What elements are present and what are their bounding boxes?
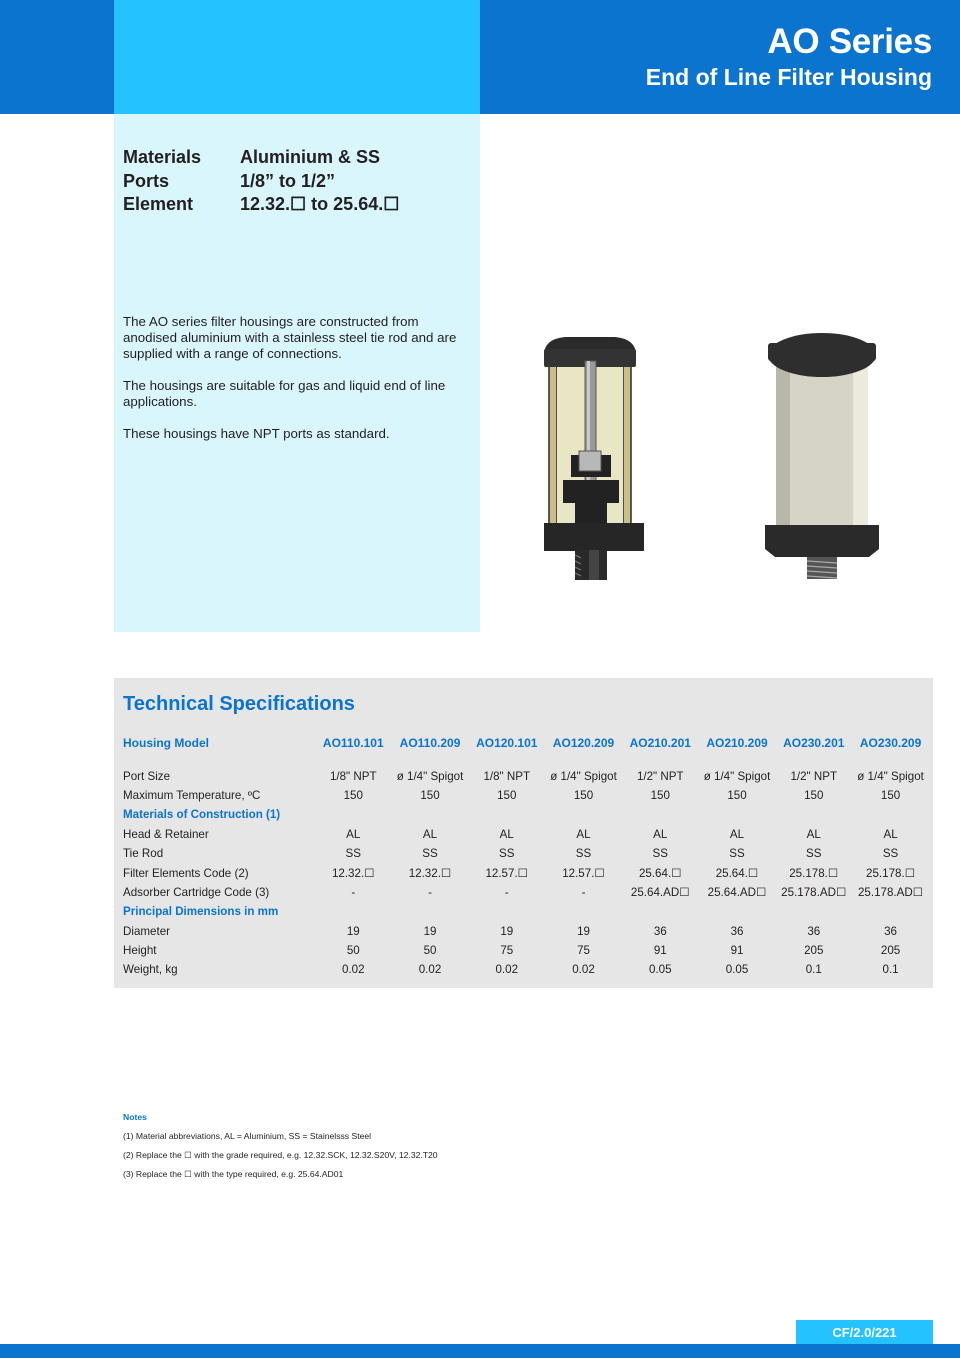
model-column-header: AO110.209 (399, 735, 461, 750)
model-column-header: AO230.209 (859, 735, 922, 750)
spec-row-label: Adsorber Cartridge Code (3) (123, 885, 270, 899)
spec-section-row (123, 805, 929, 824)
product-illustration (535, 325, 885, 585)
model-column-header: AO110.101 (322, 735, 384, 750)
spec-cell: - (428, 885, 432, 899)
spec-cell: 50 (346, 944, 360, 958)
spec-cell: 25.64.AD☐ (707, 886, 767, 900)
model-column-header: AO210.201 (629, 735, 691, 750)
spec-cell: 25.64.☐ (638, 867, 682, 881)
summary-table (123, 146, 399, 217)
page-title: AO Series (767, 22, 932, 61)
spec-cell: 25.178.AD☐ (781, 886, 847, 900)
summary-row-element (123, 193, 399, 217)
spec-row (123, 766, 929, 785)
spec-cell: SS (345, 847, 361, 861)
spec-section-heading: Principal Dimensions in mm (123, 905, 279, 919)
spec-cell: 12.32.☐ (331, 867, 375, 881)
summary-row-materials (123, 146, 399, 170)
spec-cell: 150 (880, 788, 901, 802)
spec-cell: 205 (880, 944, 901, 958)
spec-cell: 36 (884, 924, 898, 938)
spec-cell: 205 (804, 944, 824, 958)
spec-cell: ø 1/4" Spigot (550, 769, 617, 783)
spacer-row (123, 752, 929, 766)
spec-cell: 1/8" NPT (329, 769, 377, 783)
spec-cell: 0.1 (882, 963, 899, 977)
summary-label: Ports (123, 170, 170, 191)
spec-cell: 0.02 (495, 963, 519, 977)
spec-row (123, 883, 929, 902)
spec-cell: 150 (420, 788, 440, 802)
spec-cell: ø 1/4" Spigot (703, 769, 771, 783)
spec-cell: 25.178.☐ (866, 867, 916, 881)
spec-cell: 36 (807, 924, 821, 938)
spec-cell: ø 1/4" Spigot (396, 769, 464, 783)
spec-cell: 25.64.AD☐ (630, 886, 690, 900)
spec-cell: 150 (650, 788, 670, 802)
description-paragraph: These housings have NPT ports as standard. (123, 426, 390, 441)
assembled-housing-image (765, 333, 879, 579)
spec-cell: 50 (423, 944, 437, 958)
spec-cell: 25.64.☐ (715, 867, 759, 881)
spec-row (123, 960, 929, 979)
spec-row (123, 786, 929, 805)
footer-bar (0, 1344, 960, 1358)
spec-row-label: Tie Rod (123, 847, 164, 861)
spec-cell: 0.05 (648, 963, 672, 977)
spec-row-label: Height (123, 944, 157, 958)
spec-cell: 150 (727, 788, 747, 802)
spec-row (123, 922, 929, 941)
spec-cell: 0.05 (725, 963, 749, 977)
document-code: CF/2.0/221 (796, 1320, 933, 1344)
spec-cell: 150 (573, 788, 594, 802)
spec-cell: 12.32.☐ (408, 867, 452, 881)
spec-cell: AL (499, 827, 514, 841)
product-description (123, 314, 473, 458)
spec-cell: AL (576, 827, 591, 841)
spec-cell: AL (422, 827, 438, 841)
header-accent-block (114, 0, 480, 114)
spec-cell: 36 (653, 924, 667, 938)
notes-heading: Notes (123, 1112, 147, 1122)
spec-cell: - (581, 885, 586, 899)
spec-cell: 25.178.☐ (789, 867, 839, 881)
spec-cell: SS (575, 847, 592, 861)
spec-cell: SS (882, 847, 899, 861)
spec-cell: 19 (500, 924, 514, 938)
spec-cell: 75 (500, 944, 514, 958)
spec-table (123, 733, 929, 980)
spec-cell: SS (729, 847, 745, 861)
model-column-header: AO230.201 (783, 735, 845, 750)
summary-row-ports (123, 170, 399, 194)
spec-header-row (123, 733, 929, 752)
spec-row-label: Filter Elements Code (2) (123, 866, 249, 880)
note-line: (1) Material abbreviations, AL = Aluminium, SS = Stainelsss Steel (123, 1131, 372, 1141)
spec-cell: ø 1/4" Spigot (857, 769, 924, 783)
spec-cell: 19 (577, 924, 590, 938)
spec-row (123, 863, 929, 882)
spec-row-label: Maximum Temperature, ºC (123, 788, 261, 802)
summary-label: Materials (123, 147, 202, 167)
spec-cell: AL (653, 827, 668, 841)
model-column-header: AO120.101 (476, 735, 538, 750)
spec-cell: 12.57.☐ (485, 867, 529, 881)
spec-cell: 150 (497, 788, 517, 802)
spec-cell: 0.02 (418, 963, 442, 977)
spec-cell: - (351, 885, 356, 899)
summary-label: Element (123, 194, 194, 214)
note-line: (3) Replace the ☐ with the type required, e.g. 25.64.AD01 (123, 1169, 344, 1180)
spec-cell: AL (346, 827, 361, 841)
spec-cell: 1/2" NPT (790, 769, 838, 783)
notes-section (123, 1112, 438, 1189)
description-paragraph: The AO series filter housings are constructed from anodised aluminium with a stainless steel tie rod and are supplied with a range of connections. (123, 314, 457, 361)
spec-cell: 0.02 (341, 963, 365, 977)
summary-value: 1/8” to 1/2” (240, 170, 336, 191)
spec-cell: 1/2" NPT (636, 769, 684, 783)
spec-row-label: Port Size (123, 769, 171, 783)
description-paragraph: The housings are suitable for gas and liquid end of line applications. (123, 378, 446, 409)
spec-cell: 91 (730, 944, 744, 958)
spec-row (123, 825, 929, 844)
spec-cell: SS (806, 847, 822, 861)
spec-row-label: Diameter (123, 924, 171, 938)
spec-cell: 91 (653, 944, 667, 958)
model-column-header: AO120.209 (552, 735, 615, 750)
spec-cell: 12.57.☐ (562, 867, 605, 881)
spec-cell: SS (499, 847, 515, 861)
spec-cell: 19 (346, 924, 360, 938)
spec-cell: AL (883, 827, 898, 841)
spec-cell: SS (422, 847, 438, 861)
note-line: (2) Replace the ☐ with the grade required, e.g. 12.32.SCK, 12.32.S20V, 12.32.T20 (123, 1149, 438, 1160)
spec-section-row (123, 902, 929, 921)
summary-value: Aluminium & SS (240, 147, 381, 167)
spec-row (123, 844, 929, 863)
spec-cell: 25.178.AD☐ (857, 886, 924, 900)
spec-title: Technical Specifications (123, 693, 355, 715)
cutaway-housing-image (544, 337, 644, 580)
spec-section-heading: Materials of Construction (1) (123, 808, 281, 822)
summary-value: 12.32.☐ to 25.64.☐ (240, 194, 400, 214)
page-subtitle: End of Line Filter Housing (645, 64, 932, 90)
model-column-header: AO210.209 (706, 735, 768, 750)
housing-model-header: Housing Model (123, 735, 209, 750)
spec-cell: 0.02 (572, 963, 595, 977)
spec-cell: 36 (730, 924, 744, 938)
spec-row (123, 941, 929, 960)
spec-cell: 1/8" NPT (483, 769, 531, 783)
spacer-cell (123, 752, 929, 766)
spec-row-label: Head & Retainer (123, 827, 209, 841)
spec-cell: AL (806, 827, 821, 841)
spec-row-label: Weight, kg (123, 963, 178, 977)
spec-cell: - (504, 885, 509, 899)
spec-cell: 150 (343, 788, 363, 802)
spec-cell: 150 (804, 788, 824, 802)
spec-cell: 0.1 (805, 963, 822, 977)
spec-cell: 19 (423, 924, 437, 938)
spec-cell: 75 (577, 944, 590, 958)
spec-cell: AL (729, 827, 745, 841)
spec-cell: SS (652, 847, 668, 861)
